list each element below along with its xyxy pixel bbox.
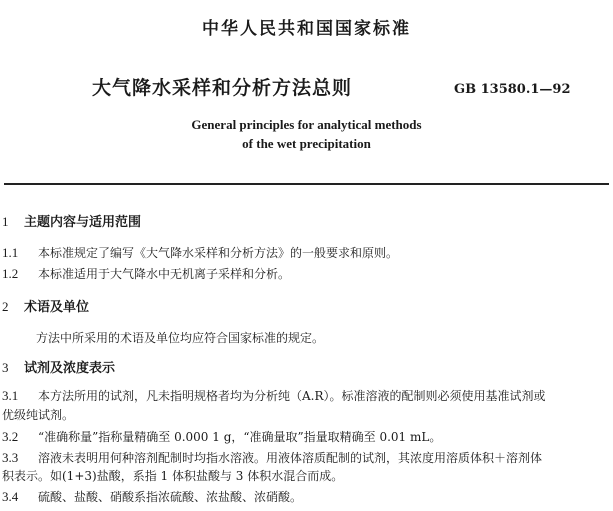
clause-1-1-text: 本标准规定了编写《大气降水采样和分析方法》的一般要求和原则。: [38, 246, 399, 260]
section-2-heading: [2, 296, 89, 315]
clause-1-1-number: 1.1: [2, 245, 19, 260]
section-3-title: 试剂及浓度表示: [24, 361, 116, 376]
clause-3-4-text: 硫酸、盐酸、硝酸系指浓硫酸、浓盐酸、浓硝酸。: [38, 490, 303, 504]
section-2-title: 术语及单位: [24, 300, 90, 315]
clause-1-1: [2, 244, 398, 261]
clause-3-4-number: 3.4: [2, 489, 19, 504]
clause-3-3: [2, 449, 542, 466]
clause-3-1-continuation: 优级纯试剂。: [2, 408, 75, 422]
clause-3-2: [2, 428, 441, 445]
clause-3-1-number: 3.1: [2, 388, 19, 403]
header-divider-rule: [4, 183, 609, 185]
document-title-english-line2: of the wet precipitation: [242, 136, 371, 151]
national-standard-header: 中华人民共和国国家标准: [202, 19, 411, 39]
document-title-english-line1: General principles for analytical methods: [191, 117, 422, 132]
section-2-number: 2: [2, 299, 9, 314]
section-1-heading: [2, 211, 141, 230]
clause-3-2-number: 3.2: [2, 429, 19, 444]
clause-3-4: [2, 488, 302, 505]
clause-3-1-text-line1: 本方法所用的试剂，凡未指明规格者均为分析纯（A.R）。标准溶液的配制则必须使用基准试剂或: [38, 389, 546, 403]
clause-3-1: [2, 387, 546, 404]
section-1-number: 1: [2, 214, 9, 229]
clause-1-2-text: 本标准适用于大气降水中无机离子采样和分析。: [38, 267, 291, 281]
clause-1-2: [2, 265, 290, 282]
section-3-heading: [2, 357, 115, 376]
section-2-paragraph: 方法中所采用的术语及单位均应符合国家标准的规定。: [36, 331, 325, 345]
document-title-chinese: 大气降水采样和分析方法总则: [92, 77, 353, 99]
clause-3-2-text: “准确称量”指称量精确至 0.000 1 g，“准确量取”指量取精确至 0.01 mL。: [38, 430, 442, 444]
clause-3-3-text-line1: 溶液未表明用何种溶剂配制时均指水溶液。用液体溶质配制的试剂，其浓度用溶质体积＋溶剂体: [38, 451, 543, 465]
section-3-number: 3: [2, 360, 9, 375]
standard-code: GB 13580.1—92: [454, 82, 571, 97]
clause-3-3-number: 3.3: [2, 450, 19, 465]
clause-1-2-number: 1.2: [2, 266, 19, 281]
section-1-title: 主题内容与适用范围: [24, 215, 142, 230]
clause-3-3-continuation: 积表示。如(1+3)盐酸，系指 1 体积盐酸与 3 体积水混合而成。: [2, 469, 344, 483]
